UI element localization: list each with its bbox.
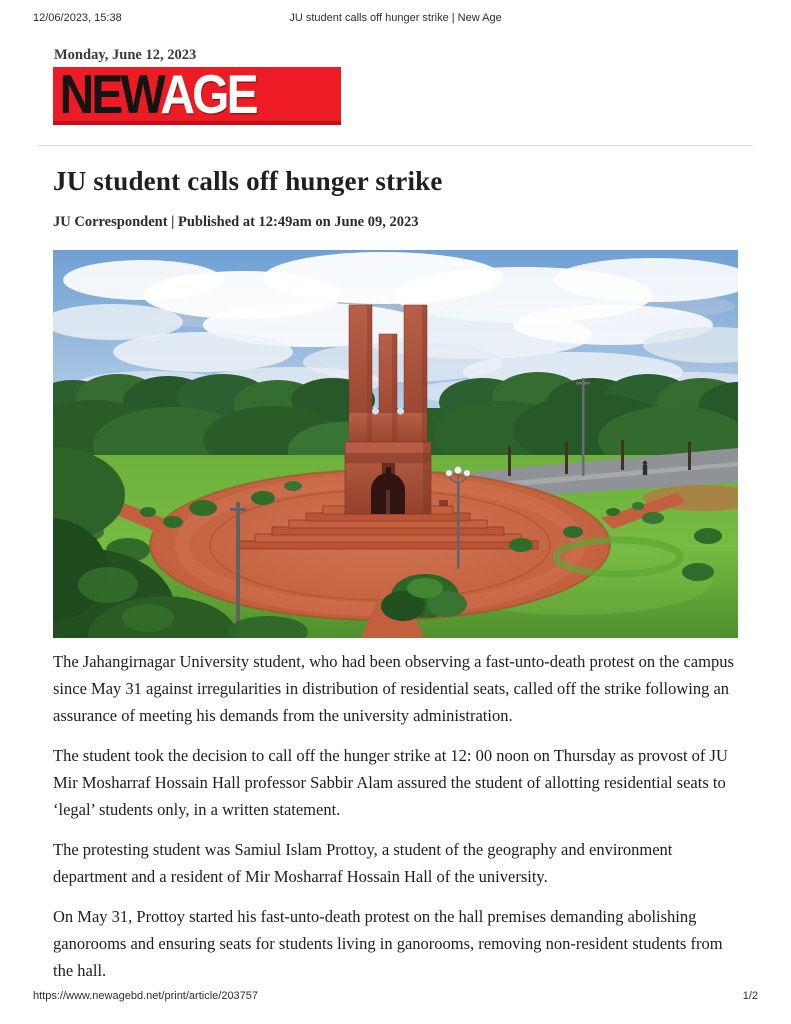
newage-logo-text bbox=[53, 67, 256, 125]
pedestrian-figure bbox=[643, 461, 647, 465]
newage-logo bbox=[53, 67, 341, 125]
article-paragraph: The protesting student was Samiul Islam Prottoy, a student of the geography and environment department and a resident of Mir Mosharraf Hossain Hall of the university. bbox=[53, 840, 673, 886]
logo-word-new: NEW bbox=[59, 67, 161, 125]
monument-photo-illustration bbox=[53, 250, 738, 638]
article-photo-monument bbox=[53, 250, 738, 638]
browser-print-header bbox=[0, 12, 791, 28]
article-title: JU student calls off hunger strike bbox=[53, 166, 443, 196]
browser-print-footer bbox=[0, 990, 791, 1006]
article-paragraph: The Jahangirnagar University student, who had been observing a fast-unto-death protest on the campus since May 31 against irregularities in distribution of residential seats, called off the strike following an assurance of meeting his demands from the university administration. bbox=[53, 652, 734, 725]
article-body bbox=[53, 648, 740, 997]
print-timestamp: 12/06/2023, 15:38 bbox=[33, 12, 122, 24]
print-source-url: https://www.newagebd.net/print/article/203757 bbox=[33, 990, 259, 1002]
distant-lamp-post bbox=[582, 378, 585, 476]
photo-monument bbox=[345, 305, 431, 514]
article-paragraph: The student took the decision to call off the hunger strike at 12: 00 noon on Thursday as provost of JU Mir Mosharraf Hossain Hall professor Sabbir Alam assured the student of allotting residential seats to ‘legal’ students only, in a written statement. bbox=[53, 746, 728, 819]
logo-word-age: AGE bbox=[160, 67, 256, 125]
article-paragraph: On May 31, Prottoy started his fast-unto-death protest on the hall premises demanding abolishing ganorooms and ensuring seats for students living in ganorooms, removing non-resident students from the hall. bbox=[53, 907, 723, 980]
article-byline: JU Correspondent | Published at 12:49am on June 09, 2023 bbox=[53, 214, 419, 230]
masthead-divider bbox=[38, 145, 753, 146]
print-page-indicator: 1/2 bbox=[742, 990, 758, 1002]
print-doc-title: JU student calls off hunger strike | New Age bbox=[289, 12, 502, 24]
masthead-date: Monday, June 12, 2023 bbox=[54, 47, 197, 63]
